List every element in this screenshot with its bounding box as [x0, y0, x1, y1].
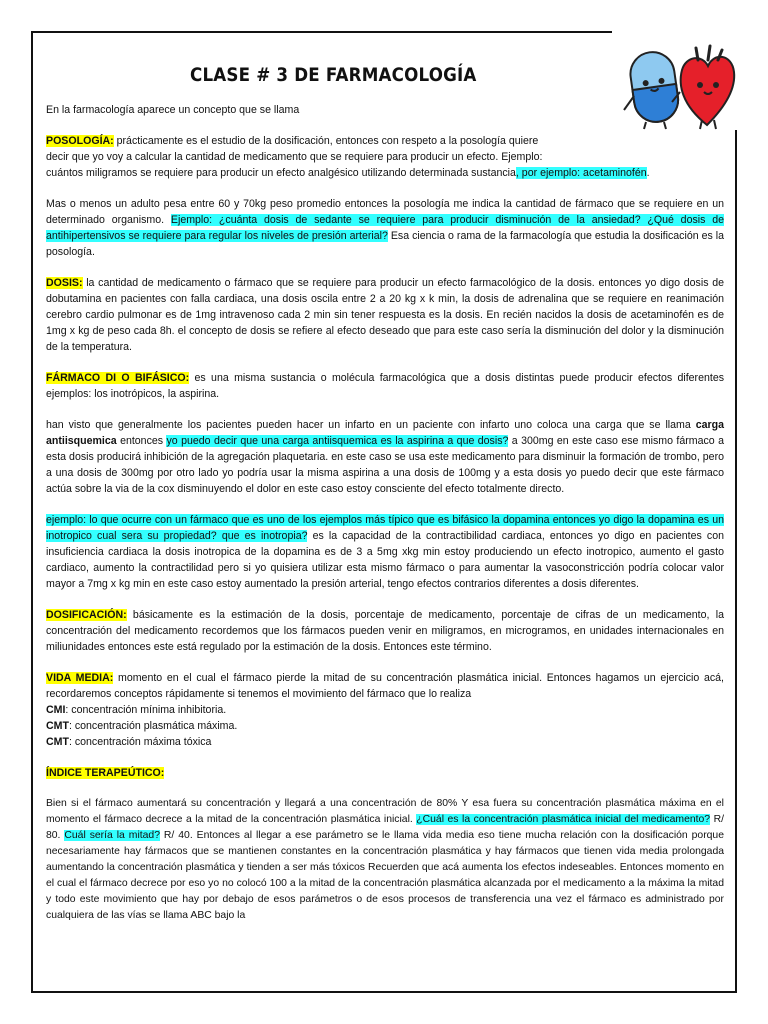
document-body	[46, 102, 724, 939]
final-paragraph: Bien si el fármaco aumentará su concentración y llegará a una concentración de 80% Y esa fuera su concentración plasmática máxima en el momento el fármaco decrece a la mitad de la concentración plasmática inicial. ¿Cuál es la concentración plasmática inicial del medicamento? R/ 80. Cuál sería la mitad? R/ 40. Entonces al llegar a ese parámetro se le llama vida media eso tiene mucha relación con la dosificación porque necesariamente hay fármacos que se mantienen constantes en la concentración plasmática y hay fármacos que tienen vida media prolongada aumentando la concentración plasmática y tienden a ser más tóxicos Recuerden que acá aumenta los efectos indeseables. Entonces momento en el cual el fármaco decrece por eso yo no colocó 100 a la mitad de la concentración plasmática alcanzada por el medicamento a la máxima la mitad y todo este movimiento que hay por debajo de esos parámetros o de esos procesos de transferencia una vez el fármaco es administrado por cualquiera de las vías se llama ABC bajo la	[46, 798, 724, 921]
dosificacion-paragraph: DOSIFICACIÓN: básicamente es la estimación de la dosis, porcentaje de medicamento, porcentaje de cifras de un medicamento, la concentración del medicamento recordemos que los fármacos pueden venir en miligramos, en microgramos, en unidades internacionales en miliunidades entonces este está regulado por la estimación de la dosis. Entonces este término.	[46, 609, 724, 653]
highlighted-text: yo puedo decir que una carga antiisquemica es la aspirina a que dosis?	[166, 435, 509, 447]
dopamina-paragraph: ejemplo: lo que ocurre con un fármaco que es uno de los ejemplos más típico que es bifásico la dopamina entonces yo digo la dopamina es un inotropico cual sera su propiedad? que es inotropia? es la capacidad de la contractibilidad cardiaca, entonces yo digo en pacientes con insuficiencia cardiaca la dosis inotropica de la dopamina es de 3 a 5mg xkg min estoy produciendo un efecto inotropico, aumento el gasto cardiaco, aumento la contractilidad pero si yo quisiera utilizar esta mismo fármaco o para aumentar la vasoconstricción podría colocar valor mayor a 7mg x kg min en este caso estoy aumentado la presión arterial, tengo efectos contrarios diferentes a dosis diferentes.	[46, 514, 724, 590]
dosis-label: DOSIS:	[46, 277, 83, 289]
posologia-label: POSOLOGÍA:	[46, 135, 114, 147]
highlighted-text: Ejemplo: ¿cuánta dosis de sedante se requiere para producir disminución de la ansiedad? ¿Qué dosis de antihipertensivos se requiere para regular los niveles de presión arterial?	[46, 214, 724, 242]
vida-media-paragraph: VIDA MEDIA: momento en el cual el fármaco pierde la mitad de su concentración plasmática inicial. Entonces hagamos un ejercicio acá, recordaremos conceptos rápidamente si tenemos el movimiento del fármaco que lo realiza CMI: concentración mínima inhibitoria. CMT: concentración plasmática máxima. CMT: concentración máxima tóxica	[46, 672, 724, 748]
posologia-paragraph: POSOLOGÍA: prácticamente es el estudio de la dosificación, entonces con respeto a la posología quiere decir que yo voy a calcular la cantidad de medicamento que se requiere para producir un efecto. Ejemplo: cuántos miligramos se requiere para producir un efecto analgésico utilizando determinada sustancia, por ejemplo: acetaminofén.	[46, 135, 650, 179]
page-title: CLASE # 3 DE FARMACOLOGÍA	[190, 64, 477, 86]
highlighted-text: , por ejemplo: acetaminofén	[515, 167, 647, 179]
dosis-paragraph: DOSIS: la cantidad de medicamento o fármaco que se requiere para producir un efecto farmacológico de la dosis. entonces yo digo dosis de dobutamina en pacientes con falla cardiaca, una dosis oscila entre 2 a 20 kg x k min, la dosis de adrenalina que se requiere en reanimación cerebro cardio pulmonar es de 1mg intravenoso cada 2 min sin tener respuesta es la dosis. En recién nacidos la dosis de acetaminofén es de 1mg x kg de peso cada 8h. el concepto de dosis se refiere al efecto deseado que para este caso sería la disminución del dolor y la disminución de la temperatura.	[46, 277, 724, 353]
adulto-paragraph: Mas o menos un adulto pesa entre 60 y 70kg peso promedio entonces la posología me indica la cantidad de fármaco que se requiere en un determinado organismo. Ejemplo: ¿cuánta dosis de sedante se requiere para producir disminución de la ansiedad? ¿Qué dosis de antihipertensivos se requiere para regular los niveles de presión arterial? Esa ciencia o rama de la farmacología que estudia la dosificación es la posología.	[46, 198, 724, 258]
indice-heading	[46, 765, 724, 781]
bold-term: carga antiisquemica	[46, 419, 724, 447]
intro-paragraph: En la farmacología aparece un concepto que se llama	[46, 104, 300, 116]
list-item: CMT: concentración máxima tóxica	[46, 736, 212, 748]
highlighted-text: Cuál sería la mitad?	[64, 830, 160, 841]
bifasico-paragraph: FÁRMACO DI O BIFÁSICO: es una misma sustancia o molécula farmacológica que a dosis distintas puede producir efectos diferentes ejemplos: los inotrópicos, la aspirina.	[46, 372, 725, 400]
list-item: CMI: concentración mínima inhibitoria.	[46, 704, 227, 716]
highlighted-text: ejemplo: lo que ocurre con un fármaco que es uno de los ejemplos más típico que es bifásico la dopamina entonces yo digo la dopamina es un inotropico cual sera su propiedad? que es inotropia?	[46, 514, 724, 542]
highlighted-text: ¿Cuál es la concentración plasmática inicial del medicamento?	[416, 814, 711, 825]
vida-media-label: VIDA MEDIA:	[46, 672, 114, 684]
infarto-paragraph: han visto que generalmente los pacientes pueden hacer un infarto en un paciente con infarto uno coloca una carga que se llama carga antiisquemica entonces yo puedo decir que una carga antiisquemica es la aspirina a que dosis? a 300mg en este caso ese mismo fármaco a esta dosis producirá inhibición de la agregación plaquetaria. en este caso se usa este medicamento para disminuir la formación de trombo, pero a una dosis de 300mg por otro lado yo podría usar la misma aspirina a una dosis de 100mg y a esta dosis yo puedo decir que este fármaco actúa sobre la via de la cox disminuyendo el dolor en este caso estoy consciente del efecto totalmente directo.	[46, 419, 724, 495]
dosificacion-label: DOSIFICACIÓN:	[46, 609, 127, 621]
list-item: CMT: concentración plasmática máxima.	[46, 720, 238, 732]
bifasico-label: FÁRMACO DI O BIFÁSICO:	[46, 372, 190, 384]
indice-label: ÍNDICE TERAPEÚTICO:	[46, 767, 165, 779]
